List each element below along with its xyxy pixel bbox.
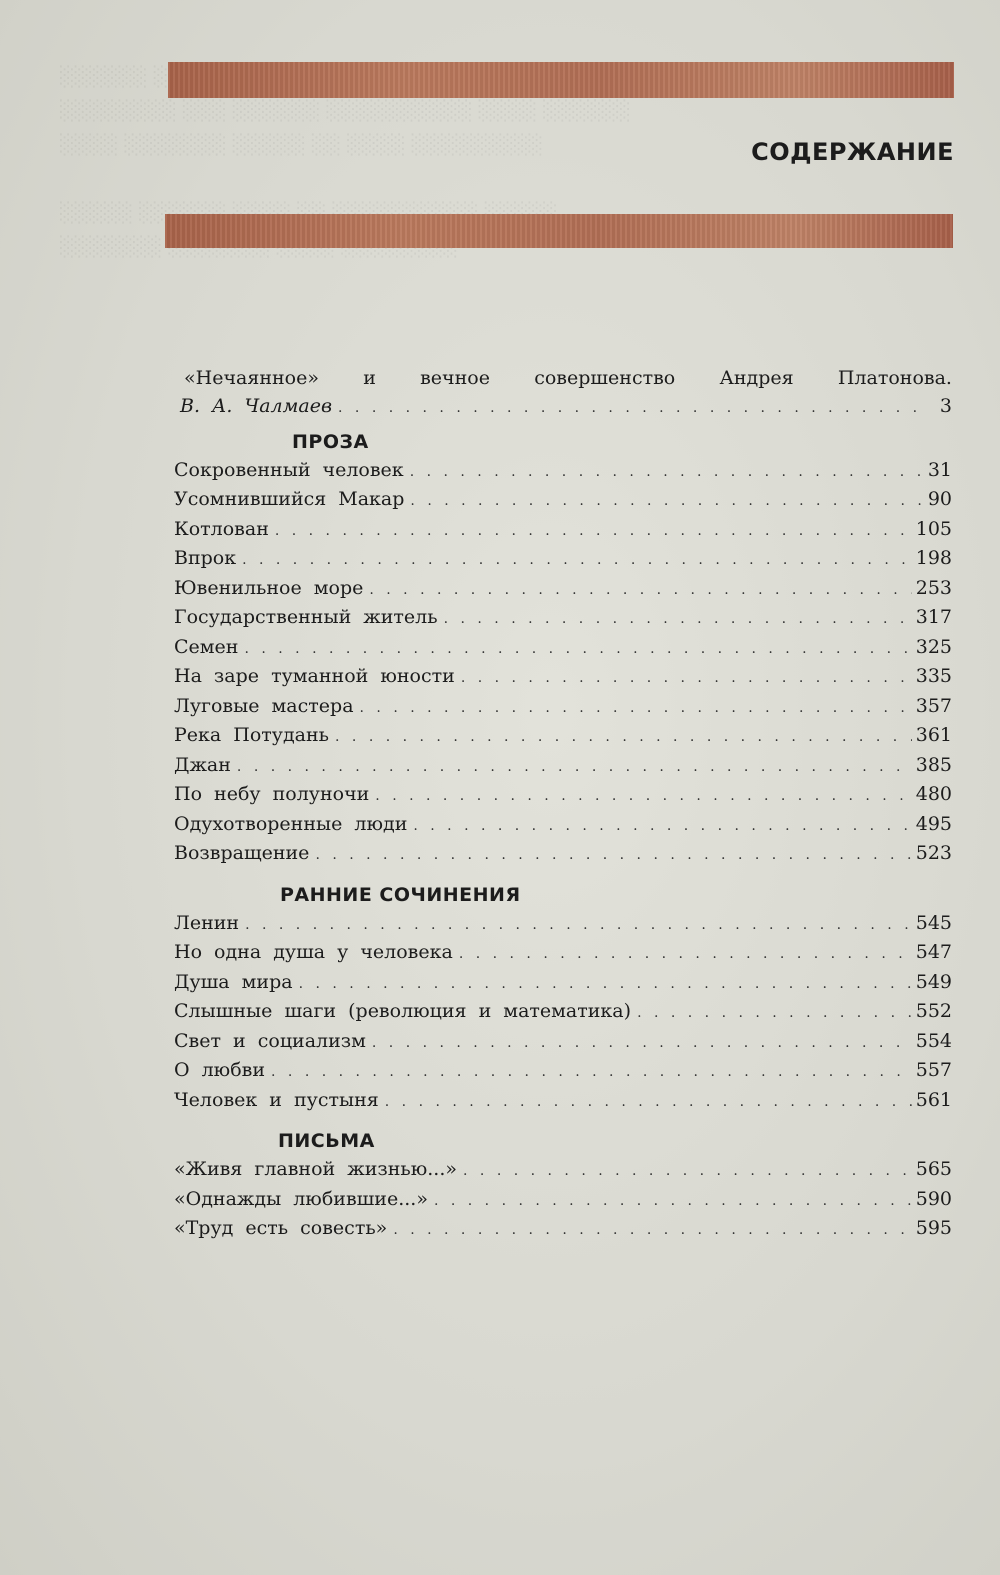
page-number: 105 <box>915 517 952 540</box>
dot-leader <box>459 940 912 970</box>
page-number: 198 <box>915 547 952 569</box>
entry-title: Впрок <box>174 547 237 569</box>
page-number: 545 <box>915 911 952 934</box>
dot-leader <box>299 970 912 1000</box>
page-number: 554 <box>915 1029 952 1052</box>
toc-entry[interactable] <box>174 485 952 515</box>
dot-leader <box>335 723 912 753</box>
toc-entry[interactable] <box>174 997 952 1027</box>
dot-leader <box>372 1029 912 1059</box>
entry-title: На заре туманной юности <box>174 665 455 687</box>
dot-leader <box>461 664 912 694</box>
dot-leader <box>315 841 911 871</box>
entry-title: Луговые мастера <box>174 694 354 717</box>
intro-title-word: и <box>363 367 376 389</box>
entry-title: «Однажды любившие...» <box>174 1187 428 1210</box>
entry-title: Семен <box>174 635 239 658</box>
section-heading-letters: ПИСЬМА <box>278 1130 375 1152</box>
page-number: 549 <box>915 970 952 993</box>
dot-leader <box>242 546 912 576</box>
page-number: 31 <box>927 458 952 481</box>
intro-title-word: совершенство <box>534 367 676 389</box>
page-number: 595 <box>915 1217 952 1239</box>
section-early-works <box>174 909 952 1116</box>
intro-author: В. А. Чалмаев <box>180 395 333 417</box>
entry-title: Но одна душа у человека <box>174 941 453 963</box>
toc-entry[interactable] <box>174 780 952 810</box>
intro-title-word: Платонова. <box>837 367 952 389</box>
dot-leader <box>413 812 911 842</box>
section-letters <box>174 1155 952 1244</box>
intro-title-word: «Нечаянное» <box>184 367 319 389</box>
dot-leader <box>275 517 912 547</box>
page-number: 561 <box>915 1088 952 1111</box>
dot-leader <box>245 911 912 941</box>
entry-title: Государственный житель <box>174 606 438 628</box>
entry-title: Джан <box>174 753 231 776</box>
entry-title: Ювенильное море <box>174 576 364 599</box>
page-number: 523 <box>915 842 952 864</box>
page-number: 480 <box>915 783 952 805</box>
dot-leader <box>244 635 911 665</box>
toc-entry[interactable] <box>174 1027 952 1057</box>
entry-title: Ленин <box>174 911 240 934</box>
dot-leader <box>385 1088 912 1118</box>
entry-title: Слышные шаги (революция и математика) <box>174 1000 632 1022</box>
dot-leader <box>410 458 924 488</box>
toc-entry[interactable] <box>174 839 952 869</box>
toc-entry[interactable] <box>174 1155 952 1185</box>
table-of-contents <box>174 364 952 1244</box>
entry-title: О любви <box>174 1059 266 1081</box>
toc-entry[interactable] <box>174 1185 952 1215</box>
dot-leader <box>271 1058 912 1088</box>
toc-entry[interactable] <box>174 938 952 968</box>
toc-entry[interactable] <box>174 909 952 939</box>
toc-entry[interactable] <box>174 692 952 722</box>
entry-title: Человек и пустыня <box>174 1088 379 1111</box>
section-proza <box>174 456 952 869</box>
page-number: 547 <box>915 941 952 963</box>
toc-entry[interactable] <box>174 544 952 574</box>
dot-leader <box>463 1157 912 1187</box>
toc-entry[interactable] <box>174 1056 952 1086</box>
intro-title <box>174 364 952 392</box>
page-number: 335 <box>915 665 952 687</box>
page-number: 385 <box>915 753 952 776</box>
section-heading-proza: ПРОЗА <box>292 430 369 453</box>
dot-leader <box>369 576 911 606</box>
entry-title: Возвращение <box>174 842 310 864</box>
toc-entry[interactable] <box>174 1086 952 1116</box>
page-number: 357 <box>915 694 952 717</box>
toc-entry[interactable] <box>174 810 952 840</box>
toc-entry[interactable] <box>174 574 952 604</box>
page-number: 325 <box>915 635 952 658</box>
entry-title: Усомнившийся Макар <box>174 488 405 510</box>
entry-title: «Труд есть совесть» <box>174 1217 388 1239</box>
decorative-bar-bottom <box>165 214 953 248</box>
dot-leader <box>393 1216 911 1246</box>
page-number: 495 <box>915 812 952 835</box>
toc-entry[interactable] <box>174 603 952 633</box>
dot-leader <box>338 394 930 424</box>
page-number: 590 <box>915 1187 952 1210</box>
intro-title-word: Андрея <box>719 367 794 389</box>
page-number: 557 <box>915 1059 952 1081</box>
entry-title: Котлован <box>174 517 269 540</box>
dot-leader <box>375 782 911 812</box>
dot-leader <box>444 605 912 635</box>
toc-entry[interactable] <box>174 633 952 663</box>
page-number: 565 <box>915 1158 952 1180</box>
entry-title: Река Потудань <box>174 724 330 746</box>
toc-entry[interactable] <box>174 515 952 545</box>
dot-leader <box>637 999 912 1029</box>
toc-entry[interactable] <box>174 721 952 751</box>
page-number: 361 <box>915 724 952 746</box>
section-heading-early-works: РАННИЕ СОЧИНЕНИЯ <box>280 883 521 906</box>
toc-entry[interactable] <box>174 662 952 692</box>
intro-title-word: вечное <box>420 367 490 389</box>
page-number: 317 <box>915 606 952 628</box>
toc-entry[interactable] <box>174 968 952 998</box>
dot-leader <box>410 487 923 517</box>
entry-title: Душа мира <box>174 970 293 993</box>
toc-entry[interactable] <box>174 1214 952 1244</box>
page-number: 253 <box>915 576 952 599</box>
page-number: 3 <box>939 395 952 417</box>
page-title: СОДЕРЖАНИЕ <box>751 138 954 166</box>
toc-entry-intro[interactable] <box>174 392 952 422</box>
page-number: 90 <box>927 488 952 510</box>
dot-leader <box>434 1187 912 1217</box>
entry-title: По небу полуночи <box>174 783 370 805</box>
entry-title: Свет и социализм <box>174 1029 366 1052</box>
dot-leader <box>360 694 912 724</box>
entry-title: Сокровенный человек <box>174 458 404 481</box>
decorative-bar-top <box>168 62 954 98</box>
toc-entry[interactable] <box>174 751 952 781</box>
entry-title: «Живя главной жизнью...» <box>174 1158 458 1180</box>
toc-entry[interactable] <box>174 456 952 486</box>
page-number: 552 <box>915 1000 952 1022</box>
dot-leader <box>237 753 912 783</box>
entry-title: Одухотворенные люди <box>174 812 408 835</box>
